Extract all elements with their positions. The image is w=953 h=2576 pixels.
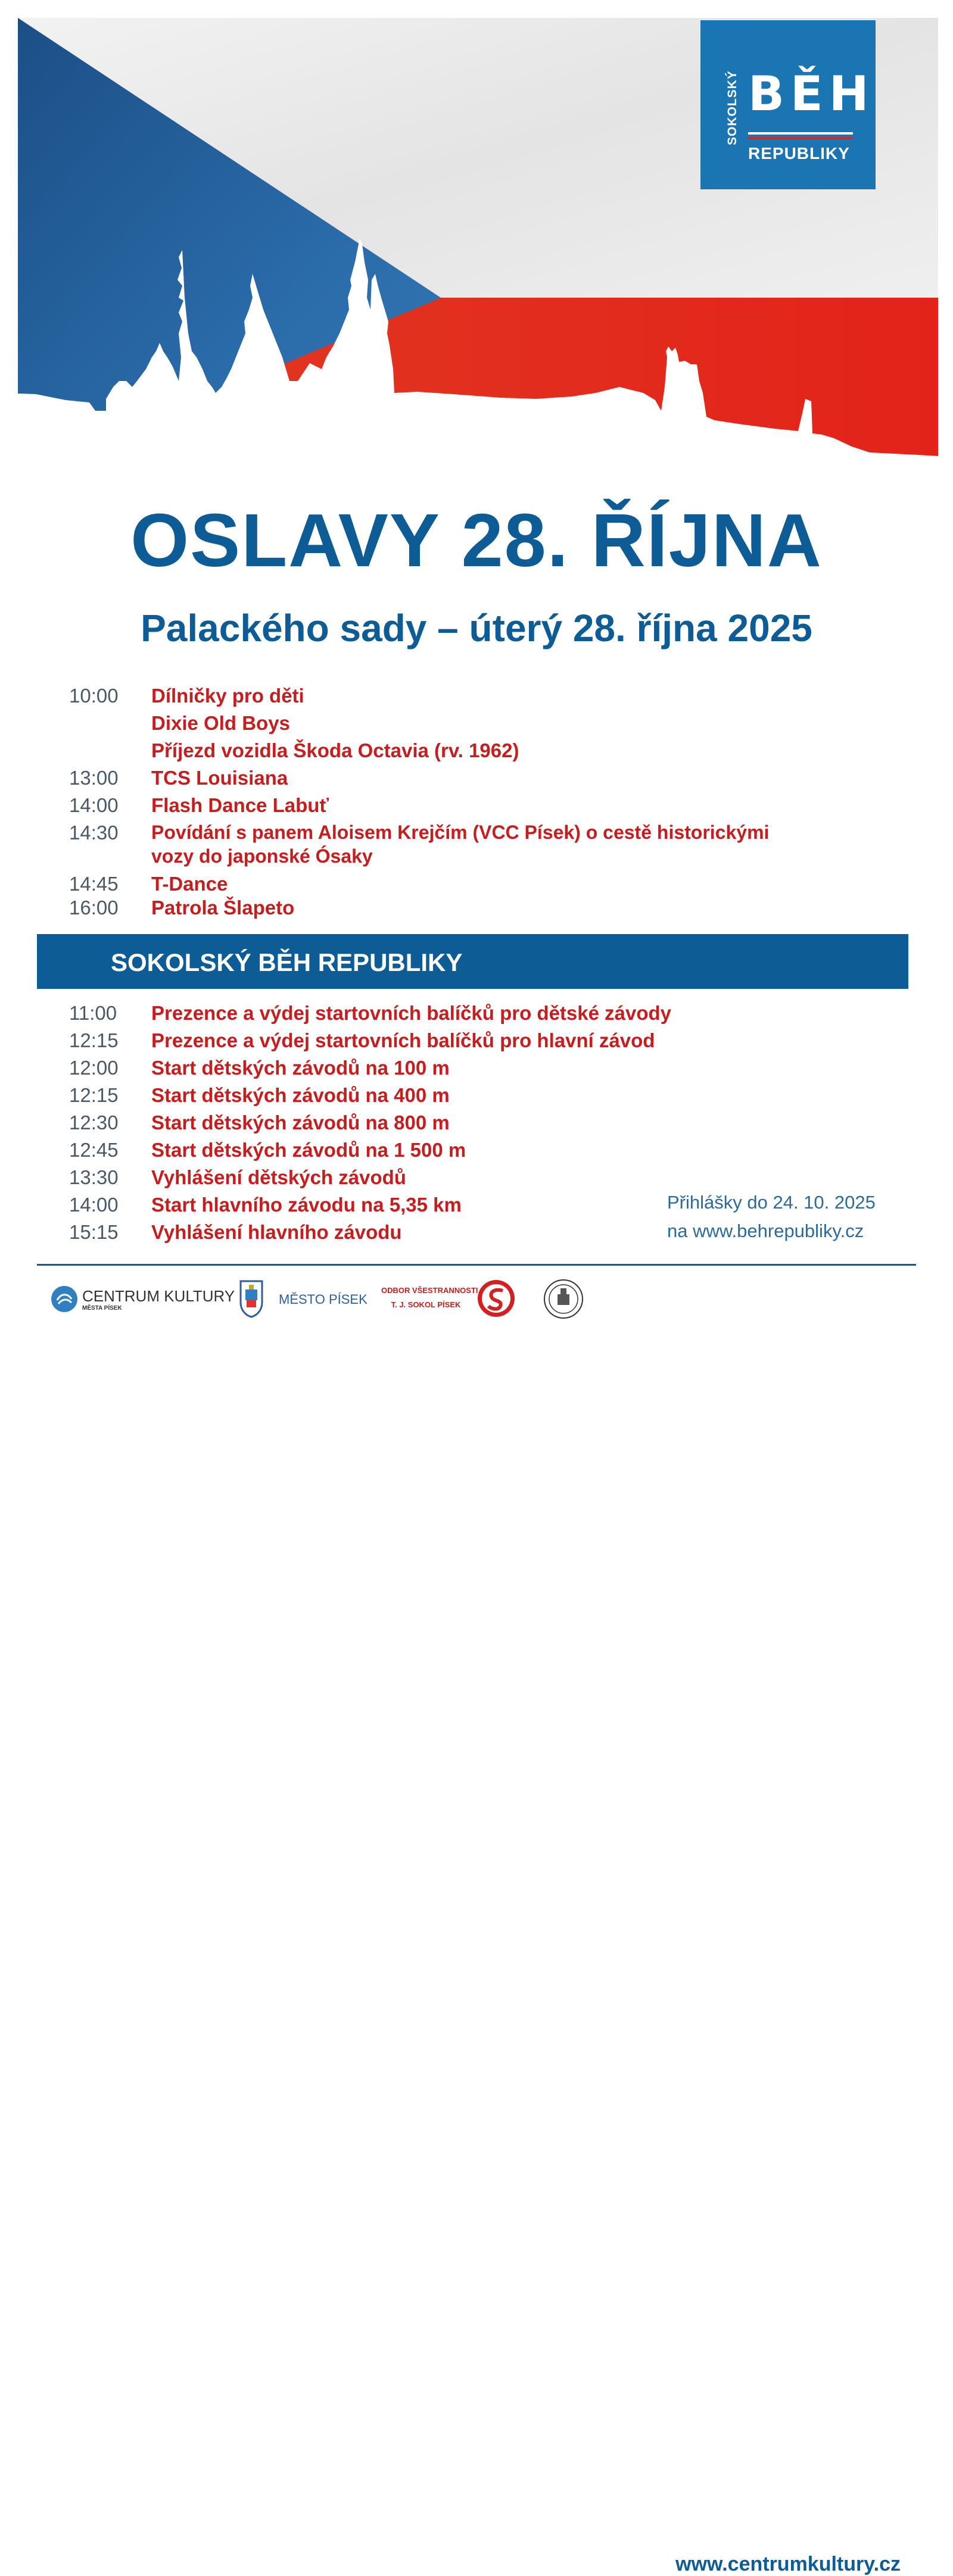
registration-note (667, 1188, 876, 1245)
centrum-kultury-sub: MĚSTA PÍSEK (82, 1305, 122, 1312)
odbor-line2: T. J. SOKOL PÍSEK (391, 1300, 461, 1309)
program-time: 16:00 (69, 897, 119, 919)
race-time: 11:00 (69, 1002, 117, 1024)
race-time: 12:15 (69, 1029, 119, 1051)
race-time: 12:15 (69, 1084, 119, 1106)
odbor-line1: ODBOR VŠESTRANNOSTI (381, 1286, 478, 1295)
centrum-kultury-name: CENTRUM KULTURY (82, 1287, 235, 1305)
mesto-pisek-crest-icon (238, 1279, 264, 1318)
logo-sokolsky-text: SOKOLSKÝ (725, 70, 739, 145)
program-item: Povídání s panem Aloisem Krejčím (VCC Písek) o cestě historickými (151, 822, 770, 843)
footer-divider (37, 1264, 916, 1266)
program-item: TCS Louisiana (151, 767, 288, 789)
race-item: Vyhlášení dětských závodů (151, 1166, 406, 1188)
program-time: 14:00 (69, 794, 119, 816)
hero-flag-image (0, 0, 953, 476)
race-time: 12:00 (69, 1057, 119, 1079)
footer-website-link[interactable]: www.centrumkultury.cz (675, 2553, 901, 2575)
race-item: Start dětských závodů na 1 500 m (151, 1139, 466, 1161)
program-item: Patrola Šlapeto (151, 897, 295, 919)
program-time: 13:00 (69, 767, 119, 789)
race-time: 12:45 (69, 1139, 119, 1161)
registration-link[interactable]: na www.behrepubliky.cz (667, 1220, 864, 1241)
program-time: 10:00 (69, 685, 119, 707)
race-time: 12:30 (69, 1111, 119, 1134)
page-subtitle: Palackého sady – úterý 28. října 2025 (141, 607, 812, 650)
race-item: Start hlavního závodu na 5,35 km (151, 1194, 462, 1216)
program-item: Dixie Old Boys (151, 712, 290, 734)
race-time: 14:00 (69, 1194, 119, 1216)
section-title: SOKOLSKÝ BĚH REPUBLIKY (111, 948, 463, 976)
program-time: 14:30 (69, 822, 119, 844)
page-title: OSLAVY 28. ŘÍJNA (130, 498, 823, 582)
footer (0, 1268, 953, 2575)
town-seal-icon (543, 1279, 584, 1319)
logo-republiky-text: REPUBLIKY (748, 144, 850, 163)
race-time: 13:30 (69, 1166, 119, 1188)
race-item: Start dětských závodů na 800 m (151, 1111, 450, 1134)
program-item: Příjezd vozidla Škoda Octavia (rv. 1962) (151, 739, 519, 761)
program-time: 14:45 (69, 873, 119, 895)
centrum-kultury-logo-icon (50, 1285, 79, 1313)
mesto-pisek-name: MĚSTO PÍSEK (279, 1292, 368, 1307)
race-item: Prezence a výdej startovních balíčků pro dětské závody (151, 1002, 672, 1024)
race-item: Start dětských závodů na 100 m (151, 1057, 450, 1079)
program-item: T-Dance (151, 873, 228, 895)
race-item: Vyhlášení hlavního závodu (151, 1221, 402, 1243)
program-item: Dílničky pro děti (151, 685, 304, 707)
race-item: Start dětských závodů na 400 m (151, 1084, 450, 1106)
section-header-band (37, 934, 908, 989)
sokol-logo-icon (476, 1279, 516, 1318)
logo-beh-text: BĚH (748, 66, 875, 121)
program-item: vozy do japonské Ósaky (151, 845, 373, 867)
race-time: 15:15 (69, 1221, 119, 1243)
race-item: Prezence a výdej startovních balíčků pro hlavní závod (151, 1029, 655, 1051)
registration-deadline: Přihlášky do 24. 10. 2025 (667, 1192, 876, 1213)
sokolsky-beh-republiky-logo (700, 20, 876, 189)
program-item: Flash Dance Labuť (151, 794, 329, 816)
